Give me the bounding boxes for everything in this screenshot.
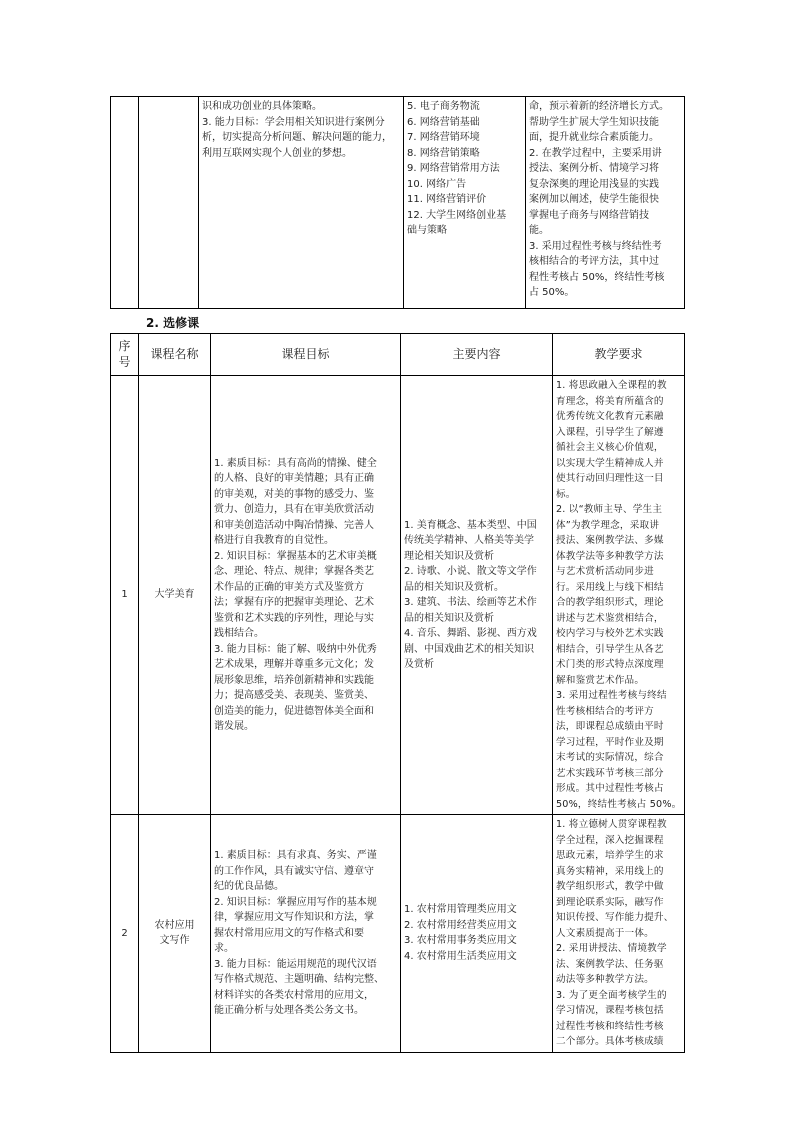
row-content: 1. 美育概念、基本类型、中国 传统美学精神、人格美等美学 理论相关知识及赏析 2. 诗歌、小说、散文等文学作 品的相关知识及赏析。 3. 建筑、书法、绘画等艺术作 品的相关知识及赏析 4. 音乐、舞蹈、影视、西方戏 剧、中国戏曲艺术的相关知识 及赏析: [401, 376, 553, 815]
goal-line: 识和成功创业的具体策略。: [202, 101, 322, 112]
cell-content: [404, 97, 526, 309]
row-goal: 1. 素质目标：具有求真、务实、严谨 的工作作风，具有诚实守信、遵章守 纪的优良品德。 2. 知识目标：掌握应用写作的基本规 律，掌握应用文写作知识和方法，掌 握农村常用应用文的写作格式和要 求。 3. 能力目标：能运用规范的现代汉语 写作格式规范、主题明确、结构完整、 材料详实的各类农村常用的应用文， 能正确分析与处理各类公务文书。: [211, 815, 401, 1053]
goal-line: 析，切实提高分析问题、解决问题的能力，: [202, 132, 392, 143]
req-line: 授法、案例分析、情境学习将: [529, 163, 659, 174]
content-line: 7. 网络营销环境: [407, 132, 480, 143]
row-course-name: 大学美育: [139, 376, 211, 815]
cell-goal: [199, 97, 404, 309]
course-table-continued: [110, 96, 685, 309]
row-goal: 1. 素质目标：具有高尚的情操、健全 的人格、良好的审美情趣；具有正确 的审美观，对美的事物的感受力、鉴 赏力、创造力，具有在审美欣赏活动 和审美创造活动中陶冶情操、完善人 格进行自我教育的自觉性。 2. 知识目标：掌握基本的艺术审美概 念、理论、特点、规律；掌握各类艺 术作品的正确的审美方式及鉴赏方 法；掌握有序的把握审美理论、艺术 鉴赏和艺术实践的序列性，理论与实 践相结合。 3. 能力目标：能了解、吸纳中外优秀 艺术成果，理解并尊重多元文化；发 展形象思维，培养创新精神和实践能 力；提高感受美、表现美、鉴赏美、 创造美的能力，促进德智体美全面和 谐发展。: [211, 376, 401, 815]
req-line: 面，提升就业综合素质能力。: [529, 132, 659, 143]
row-no: 2: [111, 815, 139, 1053]
req-line: 核相结合的考评方法，其中过: [529, 256, 659, 267]
content-line: 5. 电子商务物流: [407, 101, 480, 112]
row-requirements: 1. 将立德树人贯穿课程教 学全过程，深入挖掘课程 思政元素，培养学生的求 真务实精神，采用线上的 教学组织形式，教学中做 到理论联系实际，融写作 知识传授、写作能力提升、 人文素质提高于一体。 2. 采用讲授法、情境教学 法、案例教学法、任务驱 动法等多种教学方法。 3. 为了更全面考核学生的 学习情况，课程考核包括 过程性考核和终结性考核 二个部分。具体考核成绩: [553, 815, 685, 1053]
req-line: 案例加以阐述，使学生能很快: [529, 194, 659, 205]
req-line: 2. 在教学过程中，主要采用讲: [529, 147, 662, 159]
header-name: 课程名称: [139, 334, 211, 376]
req-line: 程性考核占 50%，终结性考核: [529, 271, 665, 283]
table-header-row: [111, 334, 685, 376]
header-req: 教学要求: [553, 334, 685, 376]
req-line: 占 50%。: [529, 287, 575, 298]
content-line: 12. 大学生网络创业基: [407, 209, 507, 221]
goal-line: 3. 能力目标：学会用相关知识进行案例分: [202, 116, 385, 128]
table-row: [111, 815, 685, 1053]
content-line: 6. 网络营销基础: [407, 116, 480, 128]
req-line: 能。: [529, 225, 549, 236]
content-line: 础与策略: [407, 225, 447, 236]
req-line: 掌握电子商务与网络营销技: [529, 209, 649, 221]
content-line: 8. 网络营销策略: [407, 147, 480, 159]
req-line: 3. 采用过程性考核与终结性考: [529, 240, 662, 252]
header-no: 序 号: [111, 334, 139, 376]
req-line: 命，预示着新的经济增长方式。: [529, 101, 669, 112]
section-title: 2. 选修课: [146, 316, 200, 330]
req-line: 帮助学生扩展大学生知识技能: [529, 116, 659, 128]
row-course-name: 农村应用 文写作: [139, 815, 211, 1053]
content-line: 10. 网络广告: [407, 178, 467, 190]
req-line: 复杂深奥的理论用浅显的实践: [529, 178, 659, 190]
elective-course-table: [110, 333, 685, 1053]
cell-name: [139, 97, 199, 309]
cell-no: [111, 97, 139, 309]
header-content: 主要内容: [401, 334, 553, 376]
header-goal: 课程目标: [211, 334, 401, 376]
content-line: 11. 网络营销评价: [407, 194, 487, 205]
goal-line: 利用互联网实现个人创业的梦想。: [202, 147, 352, 159]
cell-req: [526, 97, 685, 309]
row-content: 1. 农村常用管理类应用文 2. 农村常用经营类应用文 3. 农村常用事务类应用文 4. 农村常用生活类应用文: [401, 815, 553, 1053]
row-requirements: 1. 将思政融入全课程的教 育理念，将美育所蕴含的 优秀传统文化教育元素融 入课程，引导学生了解遵 循社会主义核心价值观， 以实现大学生精神成人并 使其行动回归理性这一目 标。 2. 以“教师主导、学生主 体”为教学理念，采取讲 授法、案例教学法、多媒 体教学法等多种教学方法 与艺术赏析活动同步进 行。采用线上与线下相结 合的教学组织形式，理论 讲述与艺术鉴赏相结合， 校内学习与校外艺术实践 相结合，引导学生从各艺 术门类的形式特点深度理 解和鉴赏艺术作品。 3. 采用过程性考核与终结 性考核相结合的考评方 法，即课程总成绩由平时 学习过程，平时作业及期 末考试的实际情况，综合 艺术实践环节考核三部分 形成。其中过程性考核占 50%，终结性考核占 50%。: [553, 376, 685, 815]
content-line: 9. 网络营销常用方法: [407, 163, 500, 174]
row-no: 1: [111, 376, 139, 815]
table-row: [111, 376, 685, 815]
